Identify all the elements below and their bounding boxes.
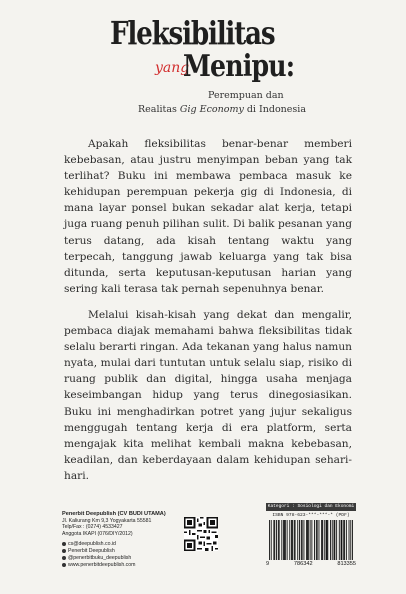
barcode-digit-group-1: 786342	[293, 561, 313, 567]
barcode-digit-lead: 9	[266, 561, 270, 567]
barcode-block	[266, 503, 356, 569]
contact-email-text: cs@deepublish.co.id	[68, 540, 116, 547]
footer	[0, 503, 406, 593]
subtitle-line-2-post: di Indonesia	[243, 104, 306, 115]
instagram-icon	[62, 556, 66, 560]
blurb-paragraph-1: Apakah fleksibilitas benar-benar memberi kebebasan, atau justru menyimpan beban yang tak terlihat? Buku ini membawa pembaca masuk ke kehidupan perempuan pekerja gig di Indonesia, di mana layar ponsel bukan sekadar alat kerja, tetapi juga ruang penuh pilihan sulit. Di balik pesanan yang terus datang, ada kisah tentang waktu yang terpecah, tanggung jawab keluarga yang tak bisa ditunda, serta keputusan-keputusan harian yang sering kali terasa tak pernah sepenuhnya benar.	[64, 138, 352, 295]
publisher-name: Penerbit Deepublish (CV BUDI UTAMA)	[62, 511, 166, 517]
contact-instagram-text: @penerbitbuku_deepublish	[68, 554, 132, 561]
title-end: Menipu:	[183, 49, 295, 84]
blurb	[64, 136, 352, 494]
qr-code-icon	[184, 517, 218, 551]
subtitle-line-2	[138, 104, 306, 115]
subtitle-line-1: Perempuan dan	[208, 90, 284, 101]
contact-instagram	[62, 555, 192, 562]
publisher-address: Jl. Kaliurang Km 9,3 Yogyakarta 55581	[62, 517, 152, 524]
blurb-paragraph-2: Melalui kisah-kisah yang dekat dan mengalir, pembaca diajak memahami bahwa fleksibilitas tidak selalu berarti ringan. Ada tekanan yang halus namun nyata, mulai dari tuntutan untuk selalu siap, risiko di ruang publik dan digital, hingga usaha menjaga keseimbangan hidup yang terus dinegosiasikan. Buku ini menghadirkan potret yang jujur sekaligus menggugah tentang kerja di era platform, serta mengajak kita melihat kembali makna kebebasan, keadilan, dan keberdayaan dalam kehidupan sehari-hari.	[64, 308, 352, 482]
contact-email	[62, 541, 192, 548]
email-icon	[62, 542, 66, 546]
publisher-phone: Telp/Fax : (0274) 4533427	[62, 524, 123, 530]
publisher-ikapi: Anggota IKAPI (076/DIY/2012)	[62, 530, 133, 537]
barcode-digit-group-2: 813355	[337, 561, 356, 567]
subtitle-line-2-em: Gig Economy	[179, 104, 244, 115]
barcode-icon	[269, 520, 353, 560]
category-label: Kategori : Sosiologi dan Ekonomi	[267, 504, 355, 509]
facebook-icon	[62, 549, 66, 553]
title-main: Fleksibilitas	[110, 14, 275, 52]
subtitle-line-2-pre: Realitas	[138, 104, 180, 115]
contact-web-text: www.penerbitdeepublish.com	[68, 561, 136, 568]
publisher-info	[62, 511, 192, 568]
isbn-text: ISBN 978-623-***-***-* (PDF)	[272, 513, 350, 518]
web-icon	[62, 563, 66, 567]
title-connector: yang	[155, 60, 190, 76]
contact-web	[62, 562, 192, 569]
contact-facebook	[62, 548, 192, 555]
contact-facebook-text: Penerbit Deepublish	[68, 547, 115, 554]
barcode-digits	[266, 561, 356, 567]
